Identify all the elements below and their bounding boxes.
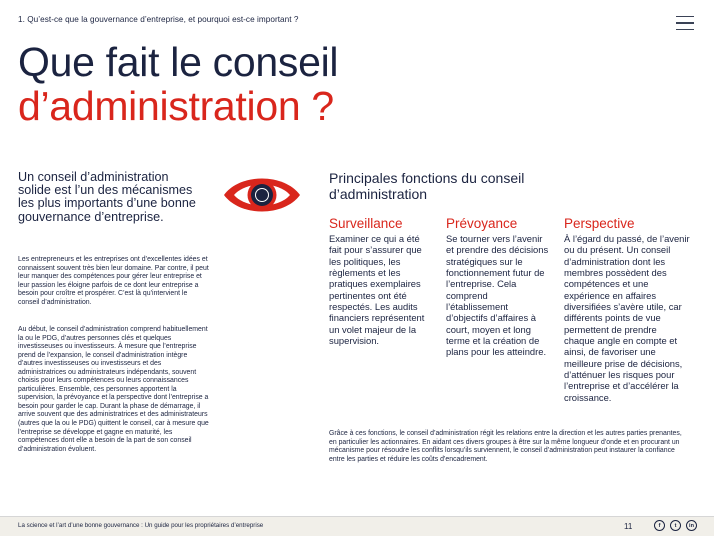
linkedin-icon[interactable]: in	[686, 520, 697, 531]
functions-title: Principales fonctions du conseil d’administration	[329, 170, 525, 202]
page-number: 11	[624, 522, 633, 531]
page-title	[18, 40, 338, 128]
breadcrumb: 1. Qu’est-ce que la gouvernance d’entreprise, et pourquoi est-ce important ?	[18, 15, 299, 24]
function-column-prevoyance	[446, 216, 552, 358]
lead-statement: Un conseil d’administration solide est l’un des mécanismes les plus importants d’une bonne gouvernance d’entreprise.	[18, 170, 196, 224]
function-text: Examiner ce qui a été fait pour s’assurer que les politiques, les règlements et les pratiques exemplaires pertinentes ont été respectés. Les audits financiers représentent un volet majeur de la supervision.	[329, 233, 425, 347]
function-heading: Surveillance	[329, 216, 403, 231]
function-heading: Prévoyance	[446, 216, 518, 231]
function-heading: Perspective	[564, 216, 635, 231]
page-title-line1: Que fait le conseil	[18, 39, 339, 85]
function-text: À l’égard du passé, de l’avenir ou du présent. Un conseil d’administration dont les membres possèdent des compétences et une expérience en affaires diversifiées s’avère utile, car différents points de vue permettent de prendre chaque angle en compte et ainsi, de favoriser une meilleure prise de décisions, d’atténuer les risques pour l’entreprise et d’accélérer la croissance.	[564, 233, 690, 403]
function-column-surveillance	[329, 216, 434, 346]
intro-paragraph: Les entrepreneurs et les entreprises ont d’excellentes idées et connaissent souvent très bien leur domaine. Par contre, il peut leur manquer des compétences pour gérer leur entreprise et leur passion les éloigne parfois de ce dont leur entreprise a besoin pour croître et prospérer. C’est là qu’intervient le conseil d’administration.	[18, 256, 209, 306]
eye-icon	[222, 170, 302, 220]
function-text: Se tourner vers l’avenir et prendre des décisions stratégiques sur le fonctionnement futur de l’entreprise. Cela comprend l’établissement d’objectifs d’affaires à court, moyen et long terme et la création de plans pour les atteindre.	[446, 233, 549, 358]
footer-guide-title: La science et l’art d’une bonne gouvernance : Un guide pour les propriétaires d’entreprise	[18, 522, 264, 529]
facebook-icon[interactable]: f	[654, 520, 665, 531]
twitter-icon[interactable]: t	[670, 520, 681, 531]
function-column-perspective	[564, 216, 690, 403]
page-title-line2: d’administration ?	[18, 83, 334, 129]
closing-paragraph: Grâce à ces fonctions, le conseil d’administration régit les relations entre la direction et les autres parties prenantes, en particulier les actionnaires. En aidant ces divers groupes à être sur la même longueur d’onde et en procurant un mécanisme pour résoudre les conflits lorsqu’ils surviennent, le conseil d’administration peut instaurer la confiance entre les parties et réduire les coûts d’encadrement.	[329, 430, 682, 463]
board-composition-paragraph: Au début, le conseil d’administration comprend habituellement la ou le PDG, d’autres personnes clés et quelques investisseuses ou investisseurs. À mesure que l’entreprise prend de l’expansion, le conseil d’administration intègre d’autres investisseuses ou investisseurs et des administratrices ou administrateurs indépendants, souvent choisis pour leurs compétences ou leurs connaissances particulières. Ensemble, ces personnes apportent la supervision, la prévoyance et la perspective dont l’entreprise a besoin pour garder le cap. Durant la phase de démarrage, il arrive souvent que des administratrices et des administrateurs (autres que la ou le PDG) quittent le conseil, car à mesure que l’entreprise se développe et gagne en maturité, les compétences dont elle a besoin de la part de son conseil d’administration évoluent.	[18, 326, 209, 453]
hamburger-menu-icon[interactable]	[676, 16, 694, 30]
